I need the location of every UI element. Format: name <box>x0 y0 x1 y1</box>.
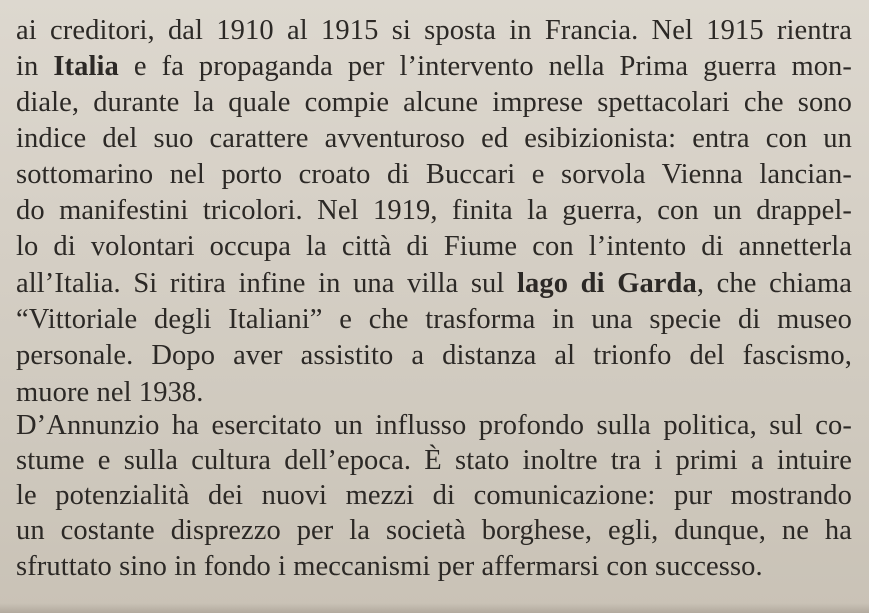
text-line-3: diale, durante la quale compie alcune imprese spettacolari che sono <box>16 87 852 118</box>
text-line-2 <box>16 50 852 84</box>
text-line-14: le potenzialità dei nuovi mezzi di comunicazione: pur mostrando <box>16 480 852 511</box>
text-line-11: muore nel 1938. <box>16 377 204 408</box>
text-line-8-post: , che chiama <box>696 268 852 299</box>
text-line-12: D’Annunzio ha esercitato un influsso profondo sulla politica, sul co- <box>16 410 852 441</box>
text-line-2-post: e fa propaganda per l’intervento nella Prima guerra mon- <box>118 51 852 82</box>
text-line-5: sottomarino nel porto croato di Buccari e sorvola Vienna lancian- <box>16 159 852 190</box>
text-line-9: “Vittoriale degli Italiani” e che trasforma in una specie di museo <box>16 304 852 335</box>
text-line-8-pre: all’Italia. Si ritira infine in una villa sul <box>16 268 517 299</box>
text-line-10: personale. Dopo aver assistito a distanza al trionfo del fascismo, <box>16 340 852 371</box>
page-bottom-shadow <box>0 603 869 613</box>
text-line-4: indice del suo carattere avventuroso ed esibizionista: entra con un <box>16 123 852 154</box>
text-line-6: do manifestini tricolori. Nel 1919, finita la guerra, con un drappel- <box>16 195 852 226</box>
text-line-1: ai creditori, dal 1910 al 1915 si sposta in Francia. Nel 1915 rientra <box>16 15 852 46</box>
text-line-13: stume e sulla cultura dell’epoca. È stato inoltre tra i primi a intuire <box>16 445 852 476</box>
text-line-8-bold-lago-di-garda: lago di Garda <box>516 268 697 299</box>
text-line-15: un costante disprezzo per la società borghese, egli, dunque, ne ha <box>16 515 852 546</box>
text-line-16: sfruttato sino in fondo i meccanismi per affermarsi con successo. <box>16 551 763 582</box>
text-line-8 <box>16 267 852 301</box>
text-line-7: lo di volontari occupa la città di Fiume con l’intento di annetterla <box>16 231 852 262</box>
text-line-2-bold-italia: Italia <box>53 51 119 82</box>
text-line-2-pre: in <box>16 51 54 82</box>
